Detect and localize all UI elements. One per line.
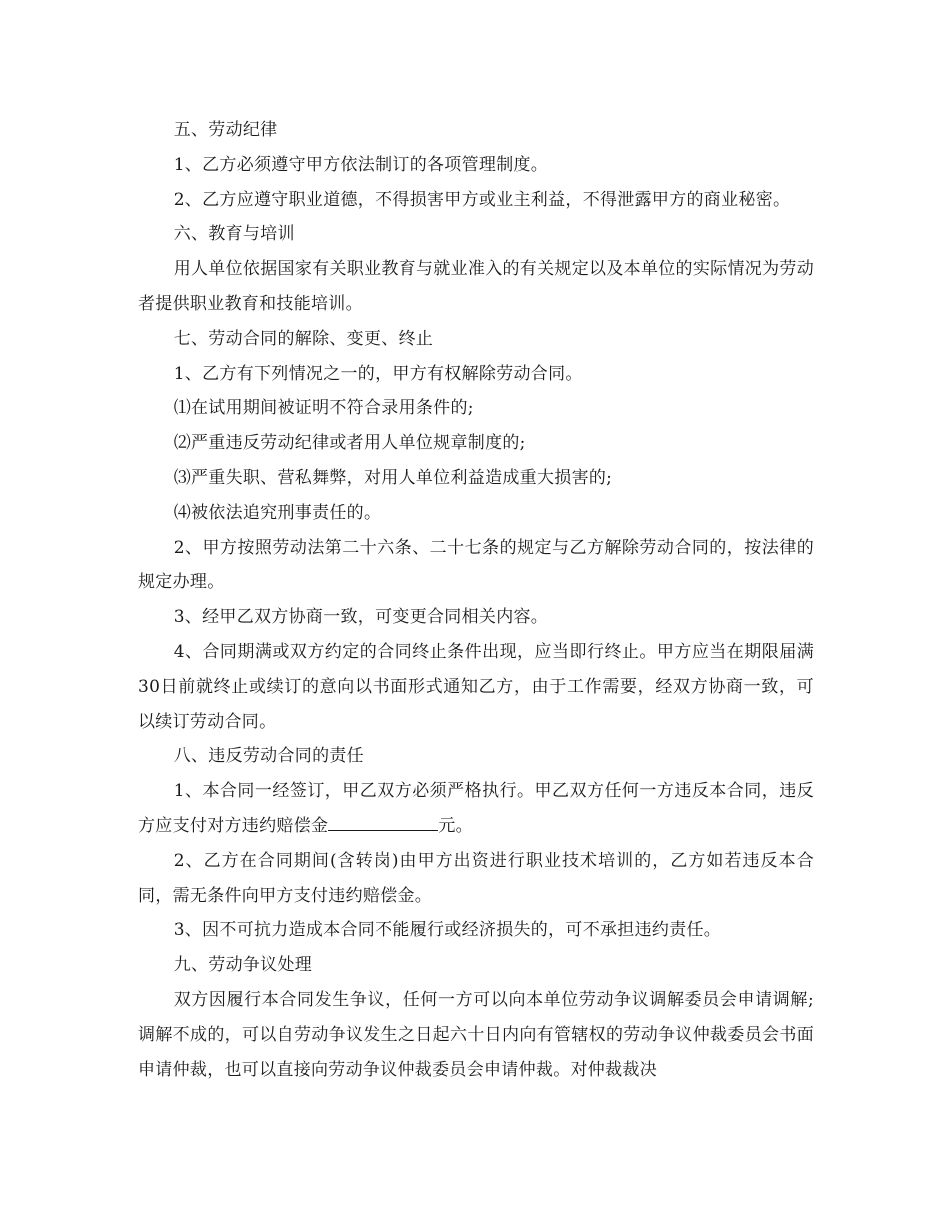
section-heading: 六、教育与培训 xyxy=(173,224,295,245)
sub-clause: ⑵严重违反劳动纪律或者用人单位规章制度的; xyxy=(173,433,526,454)
clause: 双方因履行本合同发生争议，任何一方可以向本单位劳动争议调解委员会申请调解;调解不成的，可以自劳动争议发生之日起六十日内向有管辖权的劳动争议仲裁委员会书面申请仲裁，也可以直接向劳动争议仲裁委员会申请仲裁。对仲裁裁决 xyxy=(138,989,814,1080)
document-body xyxy=(138,113,814,1087)
clause: 2、乙方应遵守职业道德，不得损害甲方或业主利益，不得泄露甲方的商业秘密。 xyxy=(173,189,791,210)
sub-clause: ⑴在试用期间被证明不符合录用条件的; xyxy=(173,398,474,419)
section-heading: 五、劳动纪律 xyxy=(173,120,278,140)
clause: 用人单位依据国家有关职业教育与就业准入的有关规定以及本单位的实际情况为劳动者提供职业教育和技能培训。 xyxy=(138,259,814,314)
clause-text: 1、本合同一经签订，甲乙双方必须严格执行。甲乙双方任何一方违反本合同，违反方应支付对方违约赔偿金 xyxy=(138,781,814,836)
clause: 2、甲方按照劳动法第二十六条、二十七条的规定与乙方解除劳动合同的，按法律的规定办理。 xyxy=(138,537,814,593)
clause: 1、乙方必须遵守甲方依法制订的各项管理制度。 xyxy=(173,154,549,175)
clause: 1、乙方有下列情况之一的，甲方有权解除劳动合同。 xyxy=(173,363,583,384)
blank-suffix: 元。 xyxy=(438,815,473,836)
sub-clause: ⑷被依法追究刑事责任的。 xyxy=(173,502,382,523)
clause-with-blank xyxy=(138,774,814,844)
clause: 3、经甲乙双方协商一致，可变更合同相关内容。 xyxy=(173,607,549,628)
clause: 4、合同期满或双方约定的合同终止条件出现，应当即行终止。甲方应当在期限届满30日前就终止或续订的意向以书面形式通知乙方，由于工作需要，经双方协商一致，可以续订劳动合同。 xyxy=(138,641,814,732)
clause: 3、因不可抗力造成本合同不能履行或经济损失的，可不承担违约责任。 xyxy=(173,920,722,941)
clause: 2、乙方在合同期间(含转岗)由甲方出资进行职业技术培训的，乙方如若违反本合同，需无条件向甲方支付违约赔偿金。 xyxy=(138,850,814,906)
sub-clause: ⑶严重失职、营私舞弊，对用人单位利益造成重大损害的; xyxy=(173,467,613,488)
section-heading: 八、违反劳动合同的责任 xyxy=(173,746,364,767)
fill-in-blank xyxy=(328,812,438,831)
section-heading: 七、劳动合同的解除、变更、终止 xyxy=(173,328,434,349)
section-heading: 九、劳动争议处理 xyxy=(173,955,313,976)
